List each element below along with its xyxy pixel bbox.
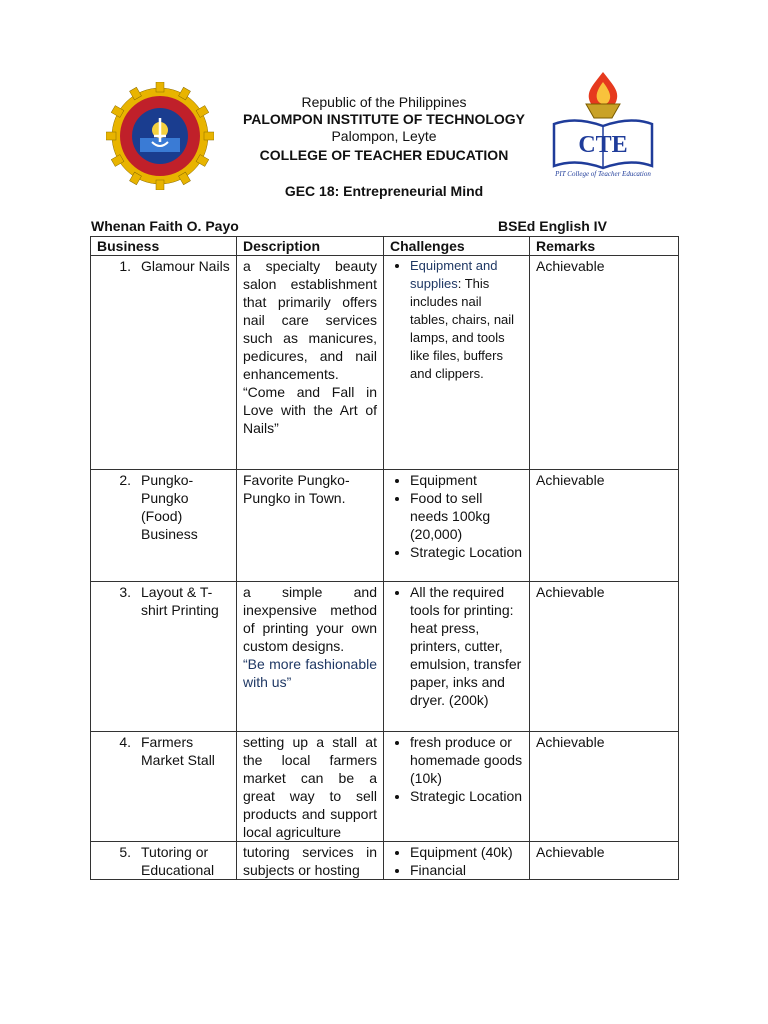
business-name: Farmers Market Stall [141,734,215,768]
row-number: 5. [119,844,131,860]
remarks-cell: Achievable [530,470,679,582]
remarks-cell: Achievable [530,732,679,842]
row-number: 2. [119,472,131,488]
challenge-item: • fresh produce or homemade goods (10k) [410,733,523,787]
description-cell [237,582,384,732]
description-cell: Favorite Pungko-Pungko in Town. [237,470,384,582]
description-cell: tutoring services in subjects or hosting [237,842,384,880]
student-name: Whenan Faith O. Payo [91,218,239,234]
challenge-rest: : This includes nail tables, chairs, nail lamps, and tools like files, buffers and clippers. [410,276,515,381]
course-title: GEC 18: Entrepreneurial Mind [284,183,484,199]
row-number: 1. [119,258,131,274]
challenge-item: • All the required tools for printing: heat press, printers, cutter, emulsion, transfer paper, inks and dryer. (200k) [410,583,523,709]
challenge-item: • Financial [410,861,523,879]
business-name: Glamour Nails [141,258,230,274]
challenge-item: • Equipment (40k) [410,843,523,861]
challenge-lead: Equipment and supplies [410,258,498,291]
business-name: Tutoring or Educational [141,844,215,878]
challenge-item: • Food to sell needs 100kg (20,000) [410,489,523,543]
challenge-item [410,257,523,383]
challenge-item: • Equipment [410,471,523,489]
row-number: 3. [119,584,131,600]
description-cell: a specialty beauty salon establishment that primarily offers nail care services such as manicures, pedicures, and nail enhancements. “Come and Fall in Love with the Art of Nails” [237,256,384,470]
table-row [91,732,679,842]
town-heading: Palompon, Leyte [331,128,437,144]
table-row [91,842,679,880]
challenges-cell [384,470,530,582]
table-row [91,582,679,732]
remarks-cell: Achievable [530,256,679,470]
challenges-cell [384,256,530,470]
business-name: Pungko-Pungko (Food) Business [141,472,198,542]
business-cell [91,842,237,880]
row-number: 4. [119,734,131,750]
header-remarks: Remarks [530,237,679,256]
challenges-cell [384,842,530,880]
institute-heading: PALOMPON INSTITUTE OF TECHNOLOGY [242,111,526,127]
description-cell: setting up a stall at the local farmers market can be a great way to sell products and support local agriculture [237,732,384,842]
challenge-item: • Strategic Location [410,543,523,561]
college-heading: COLLEGE OF TEACHER EDUCATION [259,147,509,163]
business-name: Layout & T-shirt Printing [141,584,219,618]
business-cell [91,470,237,582]
header-business: Business [91,237,237,256]
business-table [90,236,679,880]
challenges-cell [384,582,530,732]
header-challenges: Challenges [384,237,530,256]
business-cell [91,256,237,470]
student-program: BSEd English IV [498,218,607,234]
remarks-cell: Achievable [530,582,679,732]
business-cell [91,582,237,732]
slogan-text: “Be more fashionable with us” [243,656,377,690]
table-header-row [91,237,679,256]
description-text: a simple and inexpensive method of printing your own custom designs. [243,584,377,654]
header-description: Description [237,237,384,256]
business-cell [91,732,237,842]
challenges-cell [384,732,530,842]
table-row [91,470,679,582]
table-row [91,256,679,470]
remarks-cell: Achievable [530,842,679,880]
republic-heading: Republic of the Philippines [301,94,467,110]
challenge-item: • Strategic Location [410,787,523,805]
cte-logo-caption: PIT College of Teacher Education [555,170,651,178]
cte-logo-title: CTE [578,132,628,158]
